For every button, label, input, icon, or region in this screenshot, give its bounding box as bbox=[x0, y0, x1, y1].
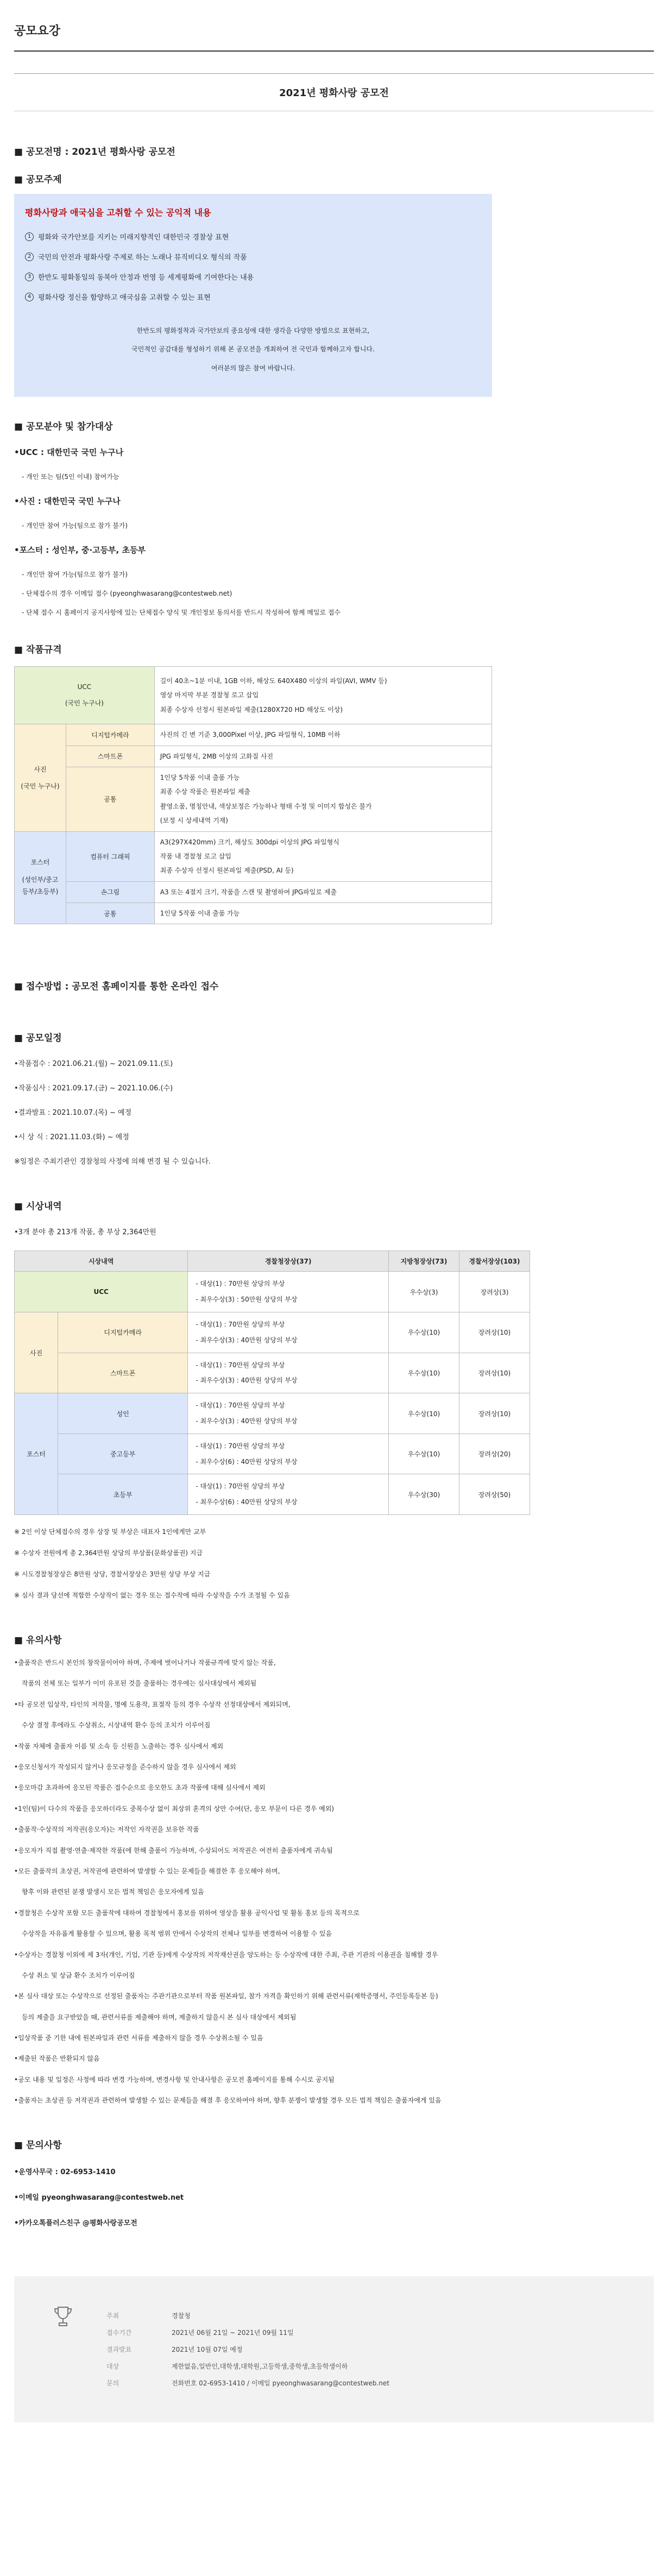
poster-label: 포스터 bbox=[30, 858, 50, 867]
award-cat-poster: 포스터 bbox=[15, 1393, 58, 1515]
eligibility-detail: - 개인만 참여 가능(팀으로 참가 불가) bbox=[22, 522, 128, 530]
contact-phone: •운영사무국 : 02-6953-1410 bbox=[14, 2168, 116, 2176]
specs-heading: ■ 작품규격 bbox=[14, 645, 62, 656]
info-value: 전화번호 02-6953-1410 / 이메일 pyeonghwasarang@contestweb.net bbox=[172, 2379, 389, 2387]
spec-line: 촬영소품, 명칭안내, 색상보정은 가능하나 형태 수정 및 이미지 합성은 불가 bbox=[160, 802, 372, 810]
caution-line: •수상자는 경찰청 이외에 제 3자(개인, 기업, 기관 등)에게 수상작의 저작재산권을 양도하는 등 수상작에 대한 주최, 주관 기관의 이용권을 침해할 경우 bbox=[14, 1950, 438, 1959]
poster-common-spec: 1인당 5작품 이내 출품 가능 bbox=[154, 903, 491, 924]
eligibility-detail: - 단체접수의 경우 이메일 접수 (pyeonghwasarang@contestweb.net) bbox=[22, 590, 232, 598]
theme-desc-line: 여러분의 많은 참여 바랍니다. bbox=[211, 364, 295, 372]
common-label: 공통 bbox=[66, 767, 155, 831]
eligibility-category: •UCC : 대한민국 국민 누구나 bbox=[14, 447, 124, 458]
ucc-spec bbox=[154, 667, 491, 724]
number-badge: 3 bbox=[25, 273, 34, 281]
theme-item bbox=[25, 272, 481, 282]
caution-line: •응모마감 초과하여 응모된 작품은 접수순으로 응모한도 초과 작품에 대해 심사에서 제외 bbox=[14, 1784, 266, 1792]
award-prize bbox=[188, 1312, 389, 1353]
award-regional: 우수상(30) bbox=[389, 1474, 459, 1515]
event-name: ■ 공모전명 : 2021년 평화사랑 공모전 bbox=[14, 147, 175, 157]
info-row bbox=[106, 2378, 389, 2388]
photo-cell bbox=[15, 724, 66, 831]
awards-heading: ■ 시상내역 bbox=[14, 1201, 62, 1213]
spec-line: 최종 수상자 선정시 원본파일 제출(PSD, AI 등) bbox=[160, 867, 294, 875]
info-key: 접수기간 bbox=[106, 2328, 132, 2337]
contest-info-box bbox=[14, 2276, 654, 2422]
contact-email: •이메일 pyeonghwasarang@contestweb.net bbox=[14, 2193, 184, 2202]
caution-line: •응모자가 직접 촬영·연출·제작한 작품(에 한해 출품이 가능하며, 수상되어도 저작권은 여전히 출품자에게 귀속됨 bbox=[14, 1846, 333, 1854]
caution-line: •출품작은 반드시 본인의 창작물이어야 하며, 주제에 벗어나거나 작품규격에 맞지 않는 작품, bbox=[14, 1659, 276, 1667]
caution-line: •출품작·수상작의 저작권(응모자)는 저작인 자작권을 보유한 작품 bbox=[14, 1826, 199, 1834]
caution-line: •제출된 작품은 반환되지 않음 bbox=[14, 2055, 100, 2063]
info-row bbox=[106, 2311, 389, 2320]
spec-line: A3(297X420mm) 크기, 해상도 300dpi 이상의 JPG 파일형식 bbox=[160, 838, 339, 846]
caution-line: 등의 제출을 요구받았을 때, 관련서류를 제출해야 하며, 제출하지 않을시 본 심사 대상에서 제외됨 bbox=[22, 2013, 297, 2021]
dslr-label: 디지털카메라 bbox=[66, 724, 155, 746]
caution-line: 수상 결정 후에라도 수상취소, 시상내역 환수 등의 조치가 이루어짐 bbox=[22, 1721, 211, 1729]
award-regional: 우수상(10) bbox=[389, 1434, 459, 1474]
spec-line: 영상 마지막 부분 경찰청 로고 삽입 bbox=[160, 691, 259, 699]
dslr-spec: 사진의 긴 변 기준 3,000Pixel 이상, JPG 파일형식, 10MB 이하 bbox=[154, 724, 491, 746]
theme-item bbox=[25, 251, 481, 262]
ucc-label: UCC bbox=[77, 683, 92, 691]
eligibility-detail: - 개인만 참여 가능(팀으로 참가 불가) bbox=[22, 571, 128, 579]
contact-section bbox=[14, 2137, 654, 2227]
award-subcat: 디지털카메라 bbox=[58, 1312, 188, 1353]
photo-target: (국민 누구나) bbox=[21, 782, 60, 791]
eligibility-detail: - 개인 또는 팀(5인 이내) 참여가능 bbox=[22, 473, 119, 481]
caution-section bbox=[14, 1632, 654, 2105]
schedule-line: •작품심사 : 2021.09.17.(금) ~ 2021.10.06.(수) bbox=[14, 1084, 173, 1093]
graphic-label: 컴퓨터 그래픽 bbox=[66, 831, 155, 881]
award-cat-ucc: UCC bbox=[15, 1272, 188, 1312]
theme-item-text: 국민의 안전과 평화사랑 주제로 하는 노래나 뮤직비디오 형식의 작품 bbox=[38, 254, 247, 262]
caution-line: 수상작을 자유롭게 활용할 수 있으며, 활용 목적 범위 안에서 수상작의 전체나 일부를 변경하여 이용할 수 있음 bbox=[22, 1930, 332, 1938]
prize-line: - 대상(1) : 70만원 상당의 부상 bbox=[196, 1401, 285, 1410]
submission-section bbox=[14, 978, 654, 992]
ucc-target: (국민 누구나) bbox=[65, 699, 104, 708]
info-value: 경찰청 bbox=[172, 2312, 191, 2320]
theme-section bbox=[14, 172, 654, 397]
info-value: 제한없음,일반인,대학생,대학원,고등학생,중학생,초등학생이하 bbox=[172, 2362, 348, 2370]
theme-item bbox=[25, 292, 481, 302]
contact-heading: ■ 문의사항 bbox=[14, 2139, 62, 2151]
hand-label: 손그림 bbox=[66, 881, 155, 902]
eligibility-category: •사진 : 대한민국 국민 누구나 bbox=[14, 496, 121, 507]
awards-note: ※ 심사 결과 당선에 적합한 수상작이 없는 경우 또는 접수작에 따라 수상작을 수가 조정될 수 있음 bbox=[14, 1592, 290, 1600]
post-body bbox=[0, 111, 668, 2227]
award-station: 장려상(20) bbox=[459, 1434, 530, 1474]
caution-line: •입상작품 중 기한 내에 원본파일과 관련 서류를 제출하지 않을 경우 수상취소될 수 있음 bbox=[14, 2034, 263, 2042]
spec-line: 길이 40초~1분 이내, 1GB 이하, 해상도 640X480 이상의 파일(AVI, WMV 등) bbox=[160, 677, 387, 685]
prize-line: - 대상(1) : 70만원 상당의 부상 bbox=[196, 1361, 285, 1369]
post-title: 2021년 평화사랑 공모전 bbox=[14, 73, 654, 111]
prize-line: - 최우수상(3) : 40만원 상당의 부상 bbox=[196, 1377, 298, 1385]
schedule-line: ※일정은 주최기관인 경찰청의 사정에 의해 변경 될 수 있습니다. bbox=[14, 1158, 211, 1166]
caution-heading: ■ 유의사항 bbox=[14, 1635, 62, 1646]
awards-header: 경찰청장상(37) bbox=[188, 1251, 389, 1272]
schedule-line: •작품접수 : 2021.06.21.(월) ~ 2021.09.11.(토) bbox=[14, 1060, 173, 1069]
caution-line: •타 공모전 입상작, 타인의 저작물, 명예 도용작, 표절작 등의 경우 수상작 선정대상에서 제외되며, bbox=[14, 1700, 291, 1708]
prize-line: - 최우수상(3) : 40만원 상당의 부상 bbox=[196, 1417, 298, 1425]
prize-line: - 대상(1) : 70만원 상당의 부상 bbox=[196, 1280, 285, 1288]
theme-desc-line: 한반도의 평화정착과 국가안보의 중요성에 대한 생각을 다양한 방법으로 표현하고, bbox=[136, 327, 370, 334]
caution-line: •본 심사 대상 또는 수상작으로 선정된 출품자는 주관기관으로부터 작품 원본파일, 참가 자격을 확인하기 위해 관련서류(재학증명서, 주민등록등본 등) bbox=[14, 1992, 438, 2000]
prize-line: - 대상(1) : 70만원 상당의 부상 bbox=[196, 1482, 285, 1491]
awards-notes bbox=[14, 1527, 654, 1600]
schedule-heading: ■ 공모일정 bbox=[14, 1033, 62, 1044]
photo-common-spec bbox=[154, 767, 491, 831]
spec-line: 작품 내 경찰청 로고 삽입 bbox=[160, 852, 231, 860]
prize-line: - 최우수상(3) : 40만원 상당의 부상 bbox=[196, 1336, 298, 1344]
event-name-section bbox=[14, 144, 654, 157]
hand-spec: A3 또는 4절지 크기, 작품을 스캔 및 촬영하여 JPG파일로 제출 bbox=[154, 881, 491, 902]
award-regional: 우수상(3) bbox=[389, 1272, 459, 1312]
award-station: 장려상(10) bbox=[459, 1312, 530, 1353]
award-subcat: 초등부 bbox=[58, 1474, 188, 1515]
theme-heading: ■ 공모주제 bbox=[14, 174, 62, 185]
award-station: 장려상(3) bbox=[459, 1272, 530, 1312]
theme-item-text: 평화사랑 정신을 함양하고 애국심을 고취할 수 있는 표현 bbox=[38, 294, 211, 302]
info-key: 문의 bbox=[106, 2379, 119, 2387]
eligibility-list bbox=[14, 446, 654, 617]
caution-line: 수상 취소 및 상금 환수 조치가 이루어짐 bbox=[22, 1971, 135, 1979]
spec-line: 1인당 5작품 이내 출품 가능 bbox=[160, 773, 240, 781]
award-prize bbox=[188, 1353, 389, 1393]
schedule-section bbox=[14, 1030, 654, 1166]
caution-line: •작품 자체에 출품자 이름 및 소속 등 신원을 노출하는 경우 심사에서 제외 bbox=[14, 1742, 224, 1750]
awards-section bbox=[14, 1198, 654, 1600]
number-badge: 4 bbox=[25, 293, 34, 301]
theme-box bbox=[14, 194, 492, 397]
info-row bbox=[106, 2362, 389, 2371]
caution-line: •응모신청서가 작성되지 않거나 응모규정을 준수하지 않을 경우 심사에서 제외 bbox=[14, 1763, 236, 1771]
contact-kakao: •카카오톡플러스친구 @평화사랑공모전 bbox=[14, 2219, 137, 2227]
theme-description bbox=[25, 327, 481, 372]
award-subcat: 성인 bbox=[58, 1393, 188, 1434]
trophy-icon bbox=[47, 2303, 79, 2395]
prize-line: - 대상(1) : 70만원 상당의 부상 bbox=[196, 1321, 285, 1329]
award-regional: 우수상(10) bbox=[389, 1353, 459, 1393]
info-value: 2021년 06월 21일 ~ 2021년 09월 11일 bbox=[172, 2328, 294, 2337]
page-title: 공모요강 bbox=[14, 0, 654, 52]
theme-item-text: 평화와 국가안보를 지키는 미래지향적인 대한민국 경찰상 표현 bbox=[38, 233, 229, 242]
common-label: 공통 bbox=[66, 903, 155, 924]
caution-line: •출품자는 초상권 등 저작권과 관련하여 발생할 수 있는 문제들을 해결 후 응모하여야 하며, 향후 분쟁이 발생할 경우 모든 법적 책임은 출품자에게 있음 bbox=[14, 2097, 442, 2105]
graphic-spec bbox=[154, 831, 491, 881]
awards-note: ※ 시도경찰청장상은 8만원 상당, 경찰서장상은 3만원 상당 부상 지급 bbox=[14, 1570, 211, 1579]
spec-line: 최종 수상 작품은 원본파일 제출 bbox=[160, 788, 250, 796]
award-prize bbox=[188, 1272, 389, 1312]
phone-spec: JPG 파일형식, 2MB 이상의 고화질 사진 bbox=[154, 746, 491, 767]
awards-header: 시상내역 bbox=[15, 1251, 188, 1272]
eligibility-section bbox=[14, 419, 654, 617]
info-row bbox=[106, 2345, 389, 2354]
schedule-list bbox=[14, 1058, 654, 1166]
theme-box-title: 평화사랑과 애국심을 고취할 수 있는 공익적 내용 bbox=[25, 207, 211, 218]
award-station: 장려상(10) bbox=[459, 1353, 530, 1393]
schedule-line: •결과발표 : 2021.10.07.(목) ~ 예정 bbox=[14, 1109, 132, 1117]
award-prize bbox=[188, 1393, 389, 1434]
awards-note: ※ 2인 이상 단체접수의 경우 상장 및 부상은 대표자 1인에게만 교부 bbox=[14, 1528, 206, 1536]
caution-line: 작품의 전체 또는 일부가 이미 유포된 것을 출품하는 경우에는 심사대상에서 제외됨 bbox=[22, 1680, 257, 1688]
schedule-line: •시 상 식 : 2021.11.03.(화) ~ 예정 bbox=[14, 1133, 129, 1142]
specs-section bbox=[14, 642, 654, 924]
eligibility-category: •포스터 : 성인부, 중∙고등부, 초등부 bbox=[14, 545, 146, 555]
awards-summary: •3개 분야 총 213개 작품, 총 부상 2,364만원 bbox=[14, 1228, 156, 1237]
eligibility-detail: - 단체 접수 시 홈페이지 공지사항에 있는 단체접수 양식 및 개인정보 동의서를 반드시 작성하여 함께 메일로 접수 bbox=[22, 609, 341, 617]
theme-item bbox=[25, 231, 481, 242]
number-badge: 2 bbox=[25, 252, 34, 261]
caution-list bbox=[14, 1659, 654, 2105]
award-cat-photo: 사진 bbox=[15, 1312, 58, 1393]
prize-line: - 최우수상(3) : 50만원 상당의 부상 bbox=[196, 1296, 298, 1304]
theme-desc-line: 국민적인 공감대를 형성하기 위해 본 공모전을 개최하여 전 국민과 함께하고자 합니다. bbox=[131, 345, 375, 353]
caution-line: 향후 이와 관련된 분쟁 발생시 모든 법적 책임은 응모자에게 있음 bbox=[22, 1888, 204, 1896]
theme-item-text: 한반도 평화통일의 동북아 안정과 번영 등 세계평화에 기여한다는 내용 bbox=[38, 274, 254, 282]
awards-header: 경찰서장상(103) bbox=[459, 1251, 530, 1272]
prize-line: - 최우수상(6) : 40만원 상당의 부상 bbox=[196, 1457, 298, 1466]
info-key: 대상 bbox=[106, 2362, 119, 2370]
poster-target: (성인부/중고등부/초등부) bbox=[22, 876, 59, 895]
poster-cell bbox=[15, 831, 66, 924]
ucc-cell bbox=[15, 667, 155, 724]
award-station: 장려상(10) bbox=[459, 1393, 530, 1434]
number-badge: 1 bbox=[25, 232, 34, 241]
award-prize bbox=[188, 1434, 389, 1474]
info-row bbox=[106, 2328, 389, 2337]
contact-list bbox=[14, 2166, 654, 2227]
info-key: 주최 bbox=[106, 2312, 119, 2320]
prize-line: - 최우수상(6) : 40만원 상당의 부상 bbox=[196, 1498, 298, 1506]
specs-table bbox=[14, 666, 492, 924]
awards-header: 지방청장상(73) bbox=[389, 1251, 459, 1272]
caution-line: •경찰청은 수상작 포함 모든 출품작에 대하여 경찰청에서 홍보를 위하여 영상을 활용 공익사업 및 활동 홍보 등의 목적으로 bbox=[14, 1909, 360, 1917]
award-station: 장려상(50) bbox=[459, 1474, 530, 1515]
awards-table bbox=[14, 1251, 530, 1515]
submission-heading: ■ 접수방법 : 공모전 홈페이지를 통한 온라인 접수 bbox=[14, 981, 219, 993]
award-regional: 우수상(10) bbox=[389, 1393, 459, 1434]
spec-line: 최종 수상자 선정시 원본파일 제출(1280X720 HD 해상도 이상) bbox=[160, 705, 343, 714]
caution-line: •모든 출품작의 초상권, 저작권에 관련하여 발생할 수 있는 문제들을 해결한 후 응모해야 하며, bbox=[14, 1867, 280, 1875]
prize-line: - 대상(1) : 70만원 상당의 부상 bbox=[196, 1442, 285, 1450]
info-value: 2021년 10월 07일 예정 bbox=[172, 2345, 243, 2353]
caution-line: •1인(팀)이 다수의 작품을 응모하더라도 중복수상 없이 최상위 훈격의 상만 수여(단, 응모 부문이 다른 경우 예외) bbox=[14, 1804, 335, 1813]
award-prize bbox=[188, 1474, 389, 1515]
award-subcat: 중고등부 bbox=[58, 1434, 188, 1474]
contest-info-table bbox=[106, 2303, 389, 2395]
awards-note: ※ 수상자 전원에게 총 2,364만원 상당의 부상품(문화상품권) 지급 bbox=[14, 1549, 203, 1557]
eligibility-heading: ■ 공모분야 및 참가대상 bbox=[14, 421, 113, 433]
award-regional: 우수상(10) bbox=[389, 1312, 459, 1353]
info-key: 결과발표 bbox=[106, 2345, 132, 2353]
award-subcat: 스마트폰 bbox=[58, 1353, 188, 1393]
caution-line: •공모 내용 및 일정은 사정에 따라 변경 가능하며, 변경사항 및 안내사항은 공모전 홈페이지를 통해 수시로 공지됨 bbox=[14, 2075, 335, 2083]
spec-line: (보정 시 상세내역 기재) bbox=[160, 817, 228, 825]
phone-label: 스마트폰 bbox=[66, 746, 155, 767]
photo-label: 사진 bbox=[34, 766, 47, 774]
